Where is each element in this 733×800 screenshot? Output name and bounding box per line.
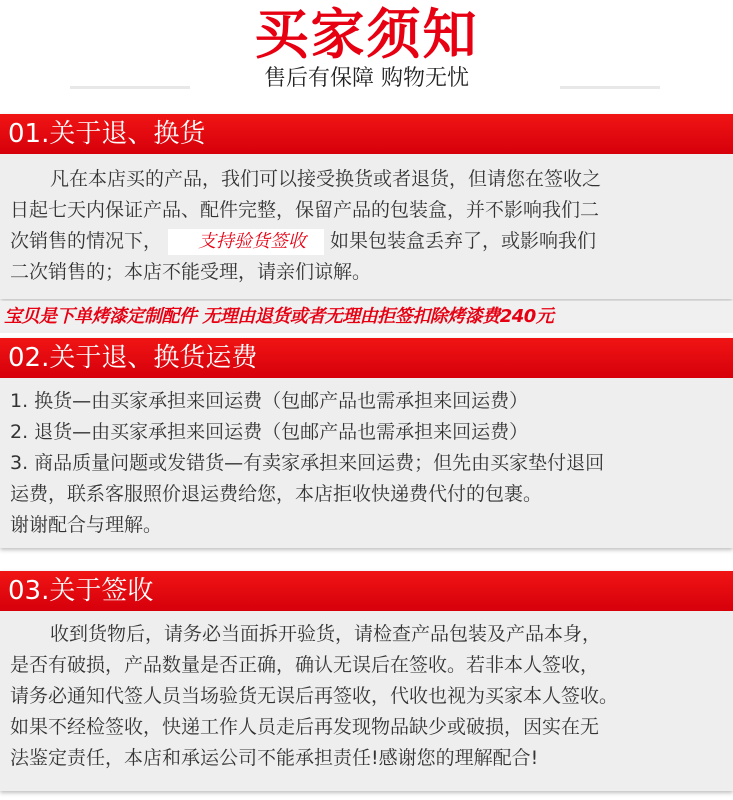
page-subtitle: 售后有保障 购物无忧 <box>264 66 469 91</box>
shipping-item: 1. 换货—由买家承担来回运费（包邮产品也需承担来回运费） <box>10 390 529 412</box>
shipping-item: 运费，联系客服照价退运费给您，本店拒收快递费代付的包裹。 <box>10 483 543 505</box>
section-shipping <box>0 338 733 548</box>
shipping-item: 谢谢配合与理解。 <box>10 514 163 536</box>
returns-line-3-post: 如果包装盒丢弃了，或影响我们 <box>330 230 597 252</box>
signing-line-3: 请务必通知代签人员当场验货无误后再签收，代收也视为买家本人签收。 <box>10 685 619 707</box>
section-shipping-body <box>10 386 722 541</box>
section-returns-body <box>10 164 722 288</box>
divider-right <box>560 86 660 89</box>
returns-line-4: 二次销售的；本店不能受理，请亲们谅解。 <box>10 261 372 283</box>
section-signing-body <box>10 619 722 774</box>
signing-line-4: 如果不经检签收，快递工作人员走后再发现物品缺少或破损，因实在无 <box>10 716 600 738</box>
header <box>0 0 733 100</box>
signing-line-5: 法鉴定责任，本店和承运公司不能承担责任!感谢您的理解配合! <box>10 747 539 769</box>
signing-line-1: 收到货物后，请务必当面拆开验货，请检查产品包装及产品本身， <box>50 623 602 645</box>
page-title: 买家须知 <box>254 3 479 66</box>
paint-fee-notice: 宝贝是下单烤漆定制配件 无理由退货或者无理由拒签扣除烤漆费240元 <box>0 301 733 333</box>
section-signing-header <box>0 571 733 611</box>
section-returns <box>0 114 733 299</box>
section-shipping-header <box>0 338 733 378</box>
divider-left <box>70 86 190 89</box>
section-returns-title: 01.关于退、换货 <box>8 119 206 149</box>
section-shipping-title: 02.关于退、换货运费 <box>8 343 258 373</box>
section-returns-header <box>0 114 733 154</box>
returns-line-2: 日起七天内保证产品、配件完整，保留产品的包装盒，并不影响我们二 <box>10 199 600 221</box>
returns-line-1: 凡在本店买的产品，我们可以接受换货或者退货，但请您在签收之 <box>50 168 602 190</box>
inspection-highlight: 支持验货签收 <box>168 229 324 255</box>
returns-line-3-pre: 次销售的情况下， <box>10 230 163 252</box>
section-signing-title: 03.关于签收 <box>8 576 154 606</box>
section-signing <box>0 571 733 791</box>
signing-line-2: 是否有破损，产品数量是否正确，确认无误后在签收。若非本人签收， <box>10 654 600 676</box>
shipping-item: 2. 退货—由买家承担来回运费（包邮产品也需承担来回运费） <box>10 421 529 443</box>
shipping-item: 3. 商品质量问题或发错货—有卖家承担来回运费；但先由买家垫付退回 <box>10 452 605 474</box>
